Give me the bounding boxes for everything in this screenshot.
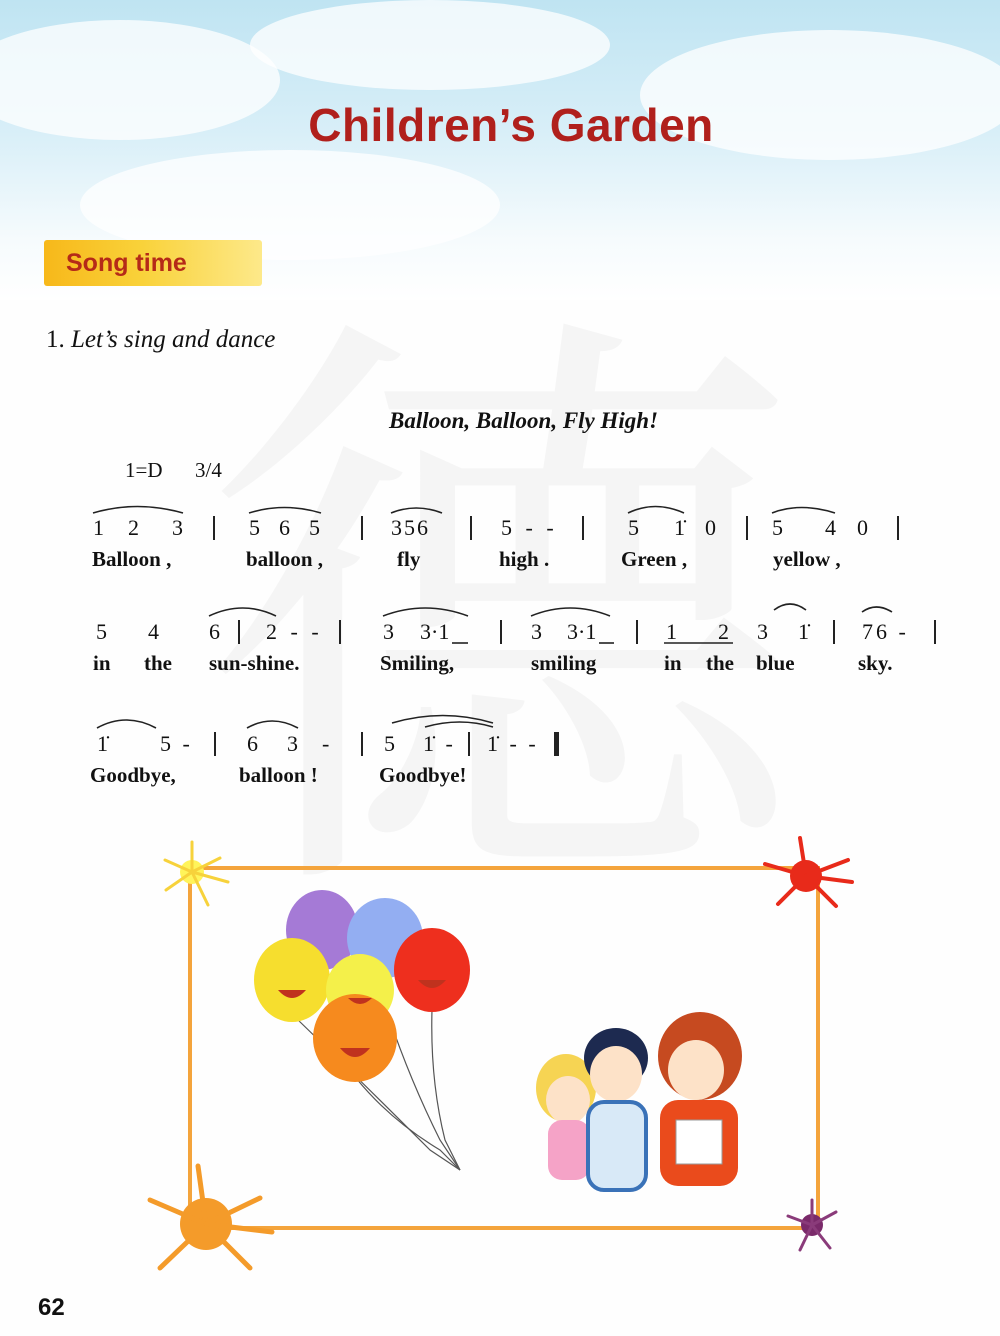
note: 2 xyxy=(128,515,139,540)
key-time-signature xyxy=(125,458,222,483)
slur xyxy=(531,608,610,616)
lyric: Goodbye, xyxy=(90,763,176,787)
bar-line xyxy=(833,620,835,644)
bar-line xyxy=(468,732,470,756)
note: 2 - - xyxy=(266,619,323,644)
bar-line xyxy=(636,620,638,644)
lyric: smiling xyxy=(531,651,597,675)
time-signature: 3/4 xyxy=(195,458,222,482)
note: 4 xyxy=(825,515,836,540)
instruction-number: 1. xyxy=(46,326,65,353)
note: 2 xyxy=(718,619,729,644)
note: 3 xyxy=(287,731,298,756)
section-tag xyxy=(44,240,262,286)
page-title: Children’s Garden xyxy=(308,99,714,151)
bar-line xyxy=(934,620,936,644)
lyric: the xyxy=(144,651,172,675)
note: 1 xyxy=(93,515,104,540)
note: 3·1 xyxy=(567,619,597,644)
bar-line xyxy=(470,516,472,540)
instruction xyxy=(46,326,275,354)
lyric: sky. xyxy=(858,651,893,675)
note: 6 xyxy=(279,515,290,540)
note: 3 xyxy=(172,515,183,540)
note: 3 xyxy=(757,619,768,644)
song-title: Balloon, Balloon, Fly High! xyxy=(389,408,659,433)
note: 1̇ xyxy=(674,515,685,540)
note: 5 xyxy=(309,515,320,540)
lyric: in xyxy=(664,651,682,675)
bar-line xyxy=(582,516,584,540)
note: 3 xyxy=(383,619,394,644)
lyric: Green , xyxy=(621,547,688,571)
note: 3·1 xyxy=(420,619,450,644)
bar-line xyxy=(214,732,216,756)
slur xyxy=(628,507,684,514)
key-signature: 1=D xyxy=(125,458,163,482)
note: 6 xyxy=(247,731,258,756)
yellow-splash-icon xyxy=(165,842,228,905)
slur xyxy=(392,716,493,724)
note: 5 - xyxy=(160,731,193,756)
note: 4 xyxy=(148,619,159,644)
note: 1 xyxy=(666,619,677,644)
lyric: high . xyxy=(499,547,550,571)
lyric: blue xyxy=(756,651,795,675)
note: 0 xyxy=(857,515,868,540)
final-bar-line xyxy=(554,732,559,756)
slur xyxy=(774,604,806,610)
slur xyxy=(391,508,442,513)
note: 1̇ - - xyxy=(487,731,539,756)
slur xyxy=(772,508,835,514)
slur xyxy=(247,721,298,728)
page-number: 62 xyxy=(38,1294,65,1321)
instruction-text: Let’s sing and dance xyxy=(71,326,276,353)
bar-line xyxy=(238,620,240,644)
note: 3 xyxy=(531,619,542,644)
note: 5 xyxy=(249,515,260,540)
children-group-icon xyxy=(536,1012,742,1190)
note: 6 xyxy=(209,619,220,644)
note: 0 xyxy=(705,515,716,540)
lyric: balloon , xyxy=(246,547,324,571)
slur xyxy=(209,608,276,616)
cloud xyxy=(250,0,610,90)
lyric: Goodbye! xyxy=(379,763,467,787)
balloon-bunch-icon xyxy=(254,890,470,1082)
slur xyxy=(383,608,468,616)
note: 1̇ xyxy=(798,619,809,644)
lyric: sun-shine. xyxy=(209,651,300,675)
red-splash-icon xyxy=(765,838,852,906)
lyric: in xyxy=(93,651,111,675)
bar-line xyxy=(361,516,363,540)
slur xyxy=(249,508,321,514)
lyric: balloon ! xyxy=(239,763,318,787)
note: 5 - - xyxy=(501,515,558,540)
orange-splash-icon xyxy=(150,1166,272,1268)
note: 1̇ xyxy=(97,731,108,756)
purple-splash-icon xyxy=(788,1200,836,1250)
lyric: Balloon , xyxy=(92,547,172,571)
note: 1̇ - xyxy=(423,731,456,756)
bar-line xyxy=(746,516,748,540)
note: 5 xyxy=(96,619,107,644)
lyric: fly xyxy=(397,547,421,571)
note: 356 xyxy=(391,515,430,540)
note: 76 - xyxy=(862,619,909,644)
section-tag-label: Song time xyxy=(66,249,187,277)
lyric: yellow , xyxy=(773,547,841,571)
note: 5 xyxy=(772,515,783,540)
slur xyxy=(97,720,156,728)
note: 5 xyxy=(628,515,639,540)
illustration xyxy=(0,820,1000,1290)
note: 5 xyxy=(384,731,395,756)
slur xyxy=(862,607,892,612)
slur xyxy=(93,507,183,514)
lyric: Smiling, xyxy=(380,651,455,675)
slur xyxy=(425,722,493,727)
bar-line xyxy=(500,620,502,644)
note: - xyxy=(322,731,330,756)
bar-line xyxy=(361,732,363,756)
bar-line xyxy=(213,516,215,540)
bar-line xyxy=(897,516,899,540)
bar-line xyxy=(339,620,341,644)
lyric: the xyxy=(706,651,734,675)
